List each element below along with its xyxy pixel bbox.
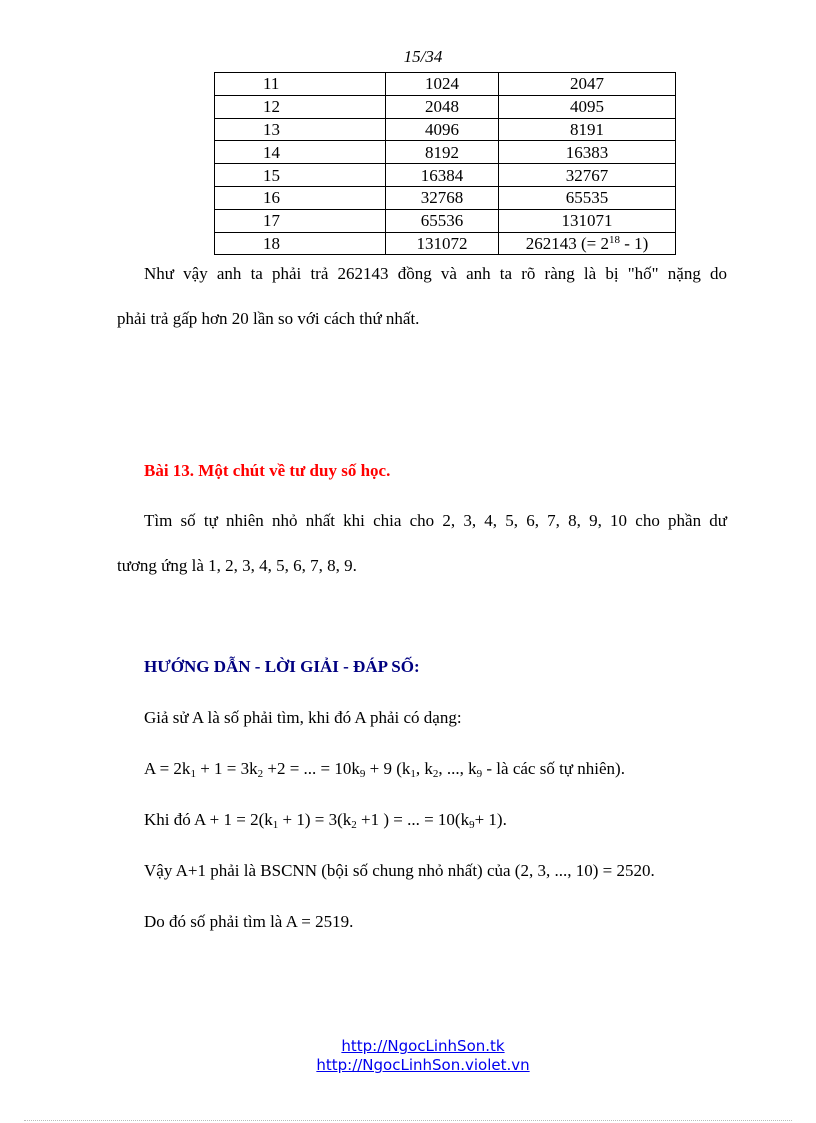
table-cell: 1024: [386, 73, 499, 96]
table-cell: 18: [215, 232, 386, 255]
table-cell: 2047: [499, 73, 676, 96]
footer-link-tk[interactable]: http://NgocLinhSon.tk: [341, 1037, 505, 1055]
page-bottom-divider: [24, 1120, 792, 1121]
table-cell: 16: [215, 186, 386, 209]
table-cell: 12: [215, 95, 386, 118]
table-cell: 2048: [386, 95, 499, 118]
paragraph-line: Như vậy anh ta phải trả 262143 đồng và anh ta rõ ràng là bị "hố" nặng do: [144, 264, 727, 283]
table-cell: 131072: [386, 232, 499, 255]
table-cell: 17: [215, 209, 386, 232]
footer-link-violet[interactable]: http://NgocLinhSon.violet.vn: [316, 1056, 530, 1074]
table-cell: 32768: [386, 186, 499, 209]
table-row: [215, 73, 676, 96]
solution-title: HƯỚNG DẪN - LỜI GIẢI - ĐÁP SỐ:: [144, 657, 420, 676]
solution-line: Giả sử A là số phải tìm, khi đó A phải có dạng:: [144, 708, 462, 727]
table-cell: 4096: [386, 118, 499, 141]
table-cell: 8192: [386, 141, 499, 164]
page-number: 15/34: [403, 47, 443, 66]
table-row: [215, 141, 676, 164]
table-cell: 15: [215, 164, 386, 187]
table-cell: 65535: [499, 186, 676, 209]
table-row: [215, 209, 676, 232]
table-cell: 13: [215, 118, 386, 141]
table-cell: 16383: [499, 141, 676, 164]
paragraph-line: tương ứng là 1, 2, 3, 4, 5, 6, 7, 8, 9.: [117, 556, 357, 575]
table-cell: 8191: [499, 118, 676, 141]
table-row: [215, 186, 676, 209]
table-cell: 14: [215, 141, 386, 164]
solution-line: Vậy A+1 phải là BSCNN (bội số chung nhỏ nhất) của (2, 3, ..., 10) = 2520.: [144, 861, 655, 880]
table-cell: 4095: [499, 95, 676, 118]
solution-answer: Do đó số phải tìm là A = 2519.: [144, 912, 354, 931]
table-cell: 11: [215, 73, 386, 96]
table-cell: 131071: [499, 209, 676, 232]
table-cell: 65536: [386, 209, 499, 232]
paragraph-line: phải trả gấp hơn 20 lần so với cách thứ nhất.: [117, 309, 420, 328]
solution-equation: Khi đó $A + 1 = 2(k_1 + 1) = 3(k_2 +1$ ) = ... = $10(k_9+ 1)$.: [144, 810, 507, 831]
problem-title: Bài 13. Một chút về tư duy số học.: [144, 461, 391, 480]
table-row: [215, 95, 676, 118]
solution-equation: $A = 2k_1 + 1 = 3k_2 +2$ = ... = $10k_9 + 9$ ($k_1$, $k_2$, ..., $k_9$ - là các số tự nhiên).: [144, 759, 625, 780]
paragraph-line: Tìm số tự nhiên nhỏ nhất khi chia cho 2, 3, 4, 5, 6, 7, 8, 9, 10 cho phần dư: [144, 511, 727, 530]
table-row: [215, 118, 676, 141]
table-row: [215, 232, 676, 255]
table-cell: 32767: [499, 164, 676, 187]
powers-table: [214, 72, 676, 255]
table-cell: 16384: [386, 164, 499, 187]
table-row: [215, 164, 676, 187]
table-cell: 262143 (= $2^{18} - 1$): [499, 232, 676, 255]
